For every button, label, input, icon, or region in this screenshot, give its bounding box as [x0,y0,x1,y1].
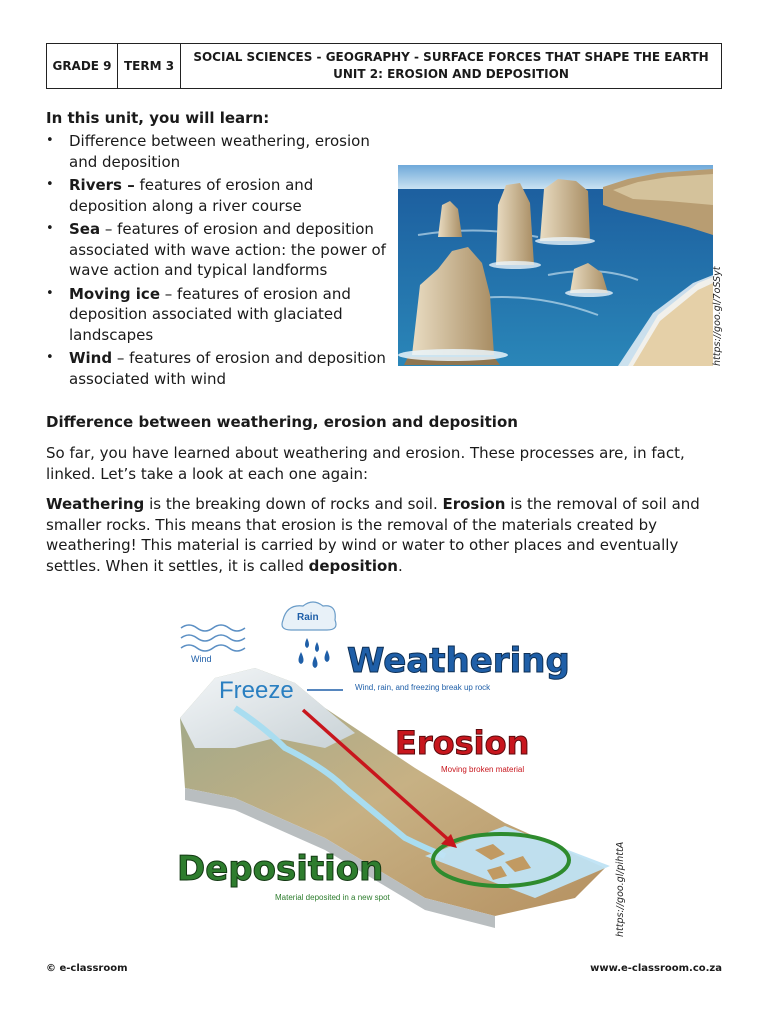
deposition-caption: Material deposited in a new spot [275,893,390,902]
grade-cell: GRADE 9 [47,44,118,88]
rain-label: Rain [297,612,319,623]
deposition-label: Deposition [177,849,384,889]
term-cell: TERM 3 [118,44,181,88]
paragraph-intro: So far, you have learned about weathering and erosion. These processes are, in fact, linked. Let’s take a look at each one again: [46,444,685,483]
weathering-label: Weathering [347,641,570,681]
list-item: • Difference between weathering, erosion and deposition [46,131,396,172]
list-item: • Rivers – features of erosion and deposition along a river course [46,175,396,216]
list-item: • Wind – features of erosion and deposition associated with wind [46,348,396,389]
coastal-stacks-photo [398,165,713,366]
diagram-credit[interactable]: https://goo.gl/pihttA [615,841,626,937]
freeze-label: Freeze [219,677,294,704]
process-diagram [175,598,615,938]
list-item: • Moving ice – features of erosion and deposition associated with glaciated landscapes [46,284,396,346]
list-item: • Sea – features of erosion and deposition associated with wave action: the power of wave action and typical landforms [46,219,396,281]
footer-website[interactable]: www.e-classroom.co.za [590,963,722,974]
erosion-label: Erosion [395,724,530,762]
photo-credit[interactable]: https://goo.gl/7oSSyt [712,266,723,366]
weathering-caption: Wind, rain, and freezing break up rock [355,683,491,692]
title-cell [181,44,721,88]
section-heading: Difference between weathering, erosion and deposition [46,413,518,431]
erosion-caption: Moving broken material [441,765,525,774]
paragraph-definitions: Weathering is the breaking down of rocks and soil. Erosion is the removal of soil and smaller rocks. This means that erosion is the removal of the materials created by weathering! This material is carried by wind or water to other places and eventually settles. When it settles, it is called deposition. [46,495,700,575]
wind-label: Wind [191,654,212,664]
title-line-2: UNIT 2: EROSION AND DEPOSITION [333,67,569,81]
learn-heading: In this unit, you will learn: [46,109,270,127]
title-line-1: SOCIAL SCIENCES - GEOGRAPHY - SURFACE FORCES THAT SHAPE THE EARTH [193,50,709,64]
learn-list [46,131,396,392]
footer-copyright: © e-classroom [46,963,128,974]
header-table [46,43,722,89]
